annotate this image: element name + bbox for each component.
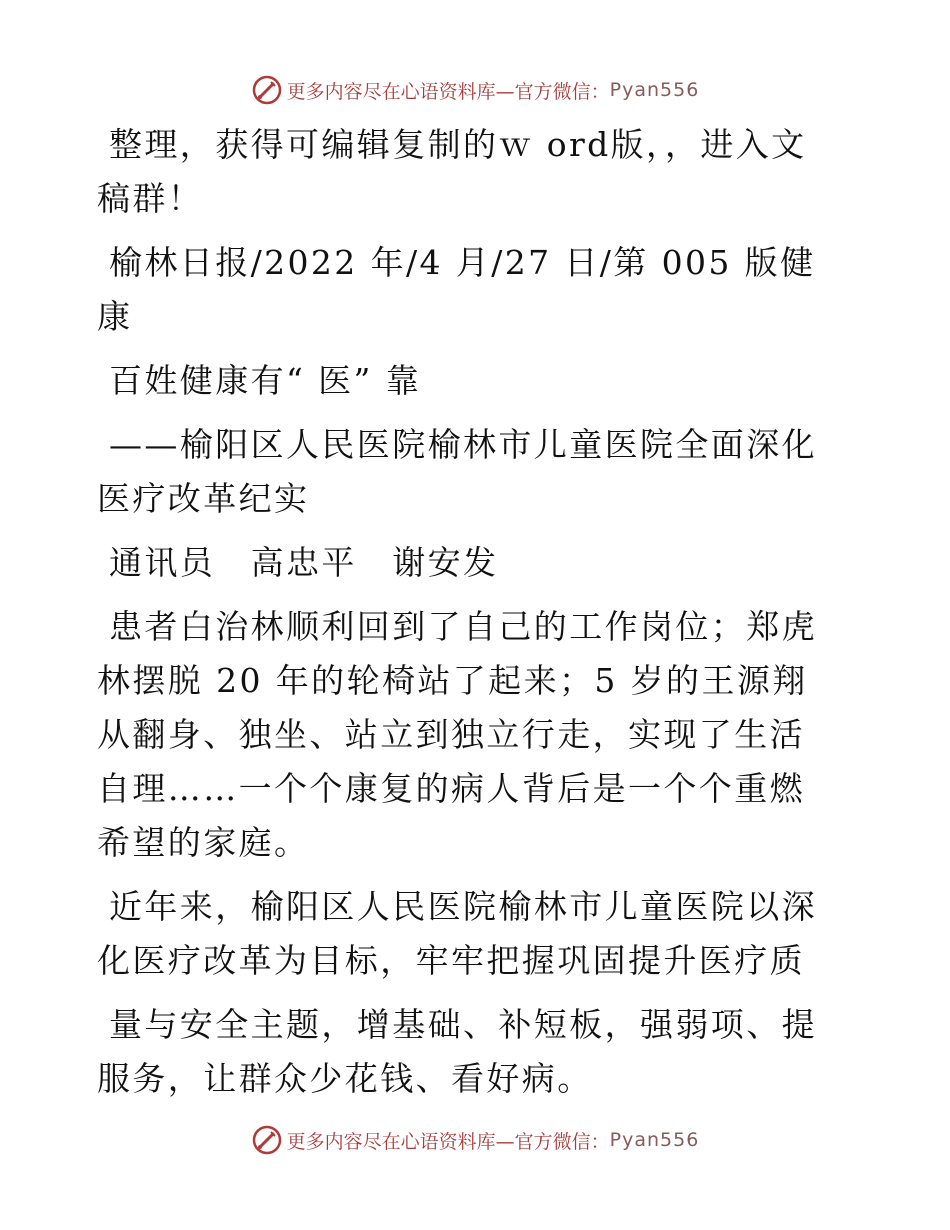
mouse-pen-logo-icon bbox=[251, 1124, 283, 1156]
paragraph-body-2: 近年来，榆阳区人民医院榆林市儿童医院以深化医疗改革为目标，牢牢把握巩固提升医疗质 bbox=[97, 887, 817, 980]
banner-wechat-id: Pyan556 bbox=[609, 79, 700, 101]
header-banner bbox=[0, 70, 950, 110]
article-title: 百姓健康有“ 医” 靠 bbox=[109, 361, 422, 400]
article-byline: 通讯员 高忠平 谢安发 bbox=[109, 543, 499, 582]
paragraph-source: 榆林日报/2022 年/4 月/27 日/第 005 版健康 bbox=[97, 243, 816, 336]
banner-text: 更多内容尽在心语资料库—官方微信： bbox=[286, 80, 610, 103]
footer-banner bbox=[0, 1120, 950, 1160]
banner-wechat-id: Pyan556 bbox=[609, 1129, 700, 1151]
paragraph-intro: 整理，获得可编辑复制的ｗ ord版，，进入文稿群！ bbox=[97, 125, 807, 218]
paragraph-body-1: 患者白治林顺利回到了自己的工作岗位；郑虎林摆脱 20 年的轮椅站了起来；5 岁的王源翔从翻身、独坐、站立到独立行走，实现了生活自理……一个个康复的病人背后是一个个重燃希望的家庭。 bbox=[97, 607, 817, 862]
paragraph-body-3: 量与安全主题，增基础、补短板，强弱项、提服务，让群众少花钱、看好病。 bbox=[97, 1005, 817, 1098]
article-subtitle: ——榆阳区人民医院榆林市儿童医院全面深化医疗改革纪实 bbox=[97, 425, 817, 518]
document-body bbox=[97, 118, 837, 1116]
banner-text: 更多内容尽在心语资料库—官方微信： bbox=[286, 1130, 610, 1153]
mouse-pen-logo-icon bbox=[251, 74, 283, 106]
